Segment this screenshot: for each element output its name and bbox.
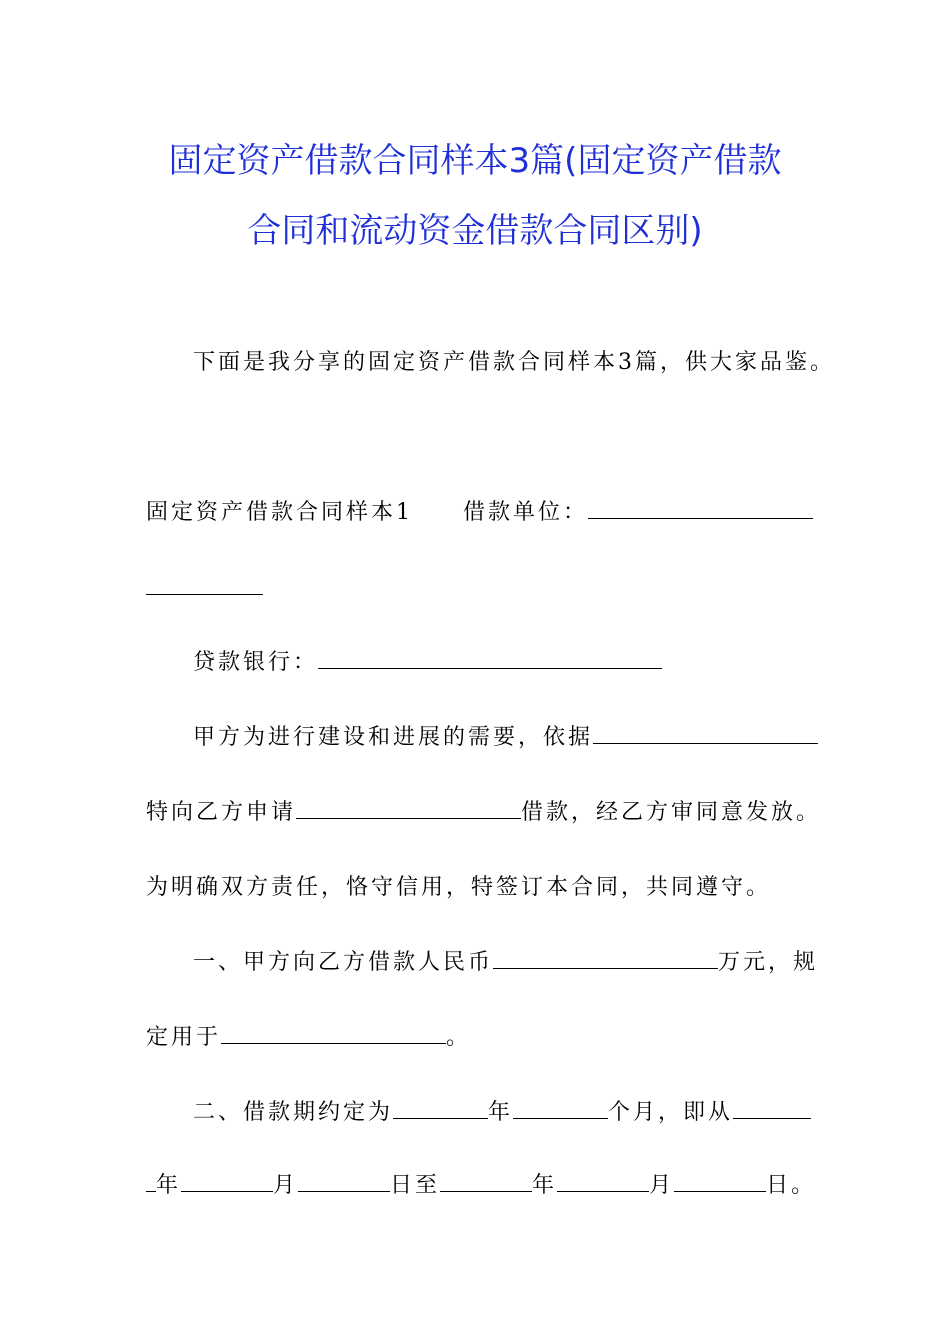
term-months-blank <box>513 1096 608 1119</box>
day-end-label: 日。 <box>766 1173 817 1198</box>
para1-text-b: 特向乙方申请 <box>146 800 297 825</box>
borrower-blank-cont-line <box>146 572 263 601</box>
start-day-blank <box>298 1169 390 1192</box>
year-label: 年 <box>532 1173 558 1198</box>
clause1-text-b: 万元，规 <box>718 950 819 975</box>
end-year-blank <box>440 1169 532 1192</box>
borrower-blank <box>588 496 813 519</box>
lender-blank <box>318 646 662 669</box>
lender-label: 贷款银行： <box>193 650 319 675</box>
basis-blank <box>593 721 818 744</box>
clause1-text-d: 。 <box>446 1025 472 1050</box>
start-month-blank <box>181 1169 273 1192</box>
month-label: 月 <box>649 1173 675 1198</box>
purpose-blank <box>221 1021 446 1044</box>
clause1-line1 <box>193 945 818 976</box>
borrower-blank-cont <box>146 572 263 595</box>
year-label: 年 <box>488 1100 514 1125</box>
term-years-blank <box>393 1096 488 1119</box>
clause2-line2 <box>146 1168 816 1199</box>
month-label: 月 <box>273 1173 299 1198</box>
months-label: 个月，即从 <box>608 1100 734 1125</box>
clause1-text-a: 一、甲方向乙方借款人民币 <box>193 950 494 975</box>
clause2-text-a: 二、借款期约定为 <box>193 1100 394 1125</box>
amount-blank <box>493 946 718 969</box>
end-day-blank <box>674 1169 766 1192</box>
sample-heading: 固定资产借款合同样本1 <box>146 500 413 525</box>
para1-line2 <box>146 795 821 826</box>
clause1-text-c: 定用于 <box>146 1025 222 1050</box>
intro-paragraph: 下面是我分享的固定资产借款合同样本3篇，供大家品鉴。 <box>193 350 835 375</box>
para1-text-a: 甲方为进行建设和进展的需要，依据 <box>193 725 594 750</box>
para1-text-c: 借款，经乙方审同意发放。 <box>521 800 822 825</box>
title-line-1: 固定资产借款合同样本3篇(固定资产借款 <box>168 141 782 181</box>
day-to-label: 日至 <box>390 1173 441 1198</box>
borrower-label: 借款单位： <box>463 500 589 525</box>
lender-line <box>193 645 662 676</box>
start-year-blank <box>733 1096 811 1119</box>
clause2-line1 <box>193 1095 811 1126</box>
loan-type-blank <box>296 796 521 819</box>
year-label: 年 <box>156 1173 182 1198</box>
para1-line1 <box>193 720 818 751</box>
clause1-line2 <box>146 1020 471 1051</box>
title-line-2: 合同和流动资金借款合同区别) <box>247 211 703 251</box>
para1-line3: 为明确双方责任，恪守信用，特签订本合同，共同遵守。 <box>146 875 772 900</box>
end-month-blank <box>557 1169 649 1192</box>
start-year-blank-cont <box>146 1169 156 1192</box>
sample-heading-line <box>146 495 813 526</box>
